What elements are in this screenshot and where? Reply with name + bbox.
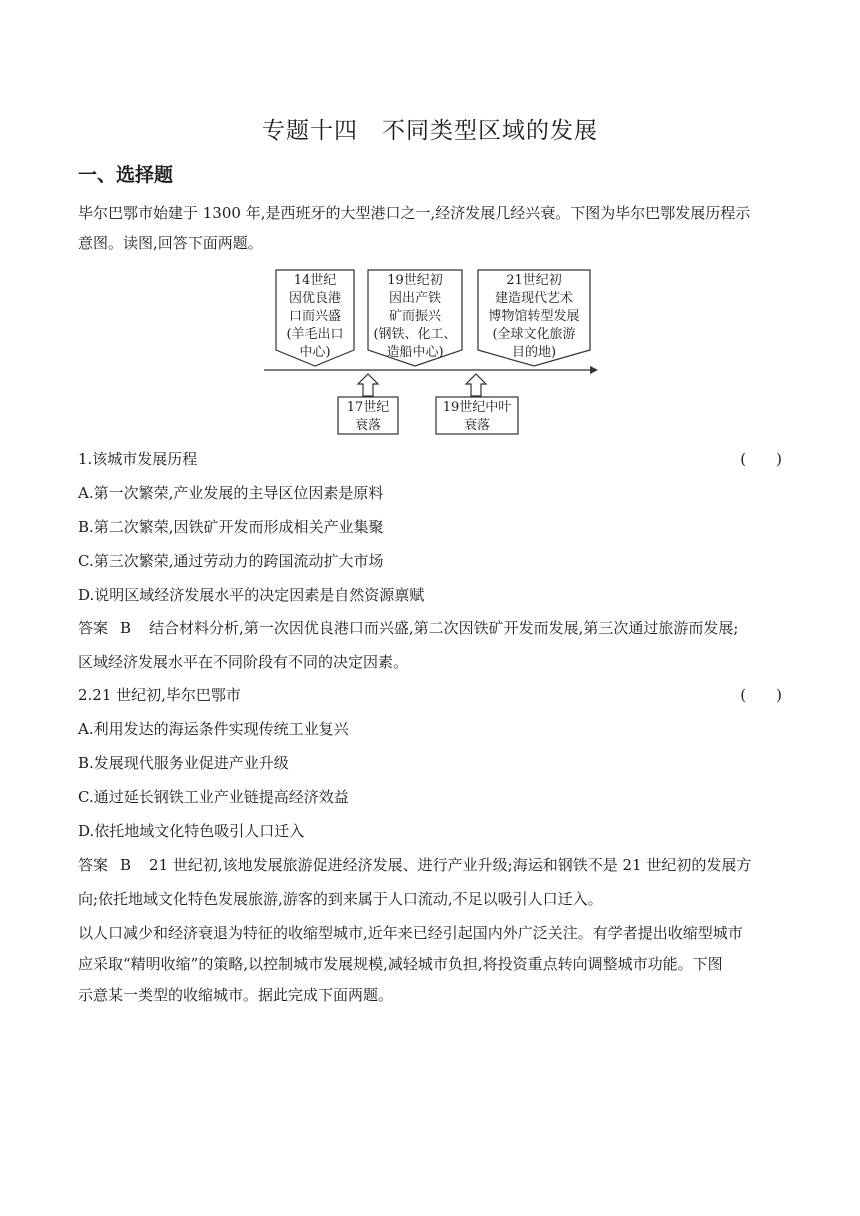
intro-paragraph-2 bbox=[78, 918, 782, 1011]
question-text: 2.21 世纪初,毕尔巴鄂市 bbox=[78, 686, 241, 704]
intro-line: 意图。读图,回答下面两题。 bbox=[78, 234, 263, 252]
axis-arrowhead bbox=[590, 366, 598, 374]
answer-label: 答案 bbox=[78, 856, 109, 874]
answer-explanation: 结合材料分析,第一次因优良港口而兴盛,第二次因铁矿开发而发展,第三次通过旅游而发展; bbox=[149, 619, 739, 637]
q2-answer bbox=[78, 848, 782, 916]
question-text: 1.该城市发展历程 bbox=[78, 450, 198, 468]
intro-line: 示意某一类型的收缩城市。据此完成下面两题。 bbox=[78, 986, 394, 1004]
box-line: 14世纪 bbox=[293, 273, 337, 288]
intro-line: 应采取“精明收缩”的策略,以控制城市发展规模,减轻城市负担,将投资重点转向调整城市功能。下图 bbox=[78, 955, 723, 973]
up-arrow-17th bbox=[358, 374, 378, 396]
box-19th-mid-text bbox=[436, 399, 518, 435]
box-line: 口而兴盛 bbox=[288, 309, 341, 324]
answer-explanation: 21 世纪初,该地发展旅游促进经济发展、进行产业升级;海运和钢铁不是 21 世纪初的发展方 bbox=[149, 856, 752, 874]
up-arrow-19th-mid bbox=[466, 374, 486, 396]
box-line: 19世纪中叶 bbox=[442, 400, 512, 415]
timeline-diagram bbox=[264, 266, 600, 438]
box-line: 矿而振兴 bbox=[388, 309, 441, 324]
box-line: (钢铁、化工、 bbox=[373, 327, 457, 342]
answer-explanation: 区域经济发展水平在不同阶段有不同的决定因素。 bbox=[78, 653, 409, 671]
box-line: 17世纪 bbox=[346, 400, 390, 415]
box-17th-text bbox=[338, 399, 398, 435]
question-2-stem bbox=[78, 684, 782, 706]
q2-option-c: C.通过延长钢铁工业产业链提高经济效益 bbox=[78, 788, 349, 806]
answer-explanation: 向;依托地域文化特色发展旅游,游客的到来属于人口流动,不足以吸引人口迁入。 bbox=[78, 890, 603, 908]
box-line: 中心) bbox=[299, 345, 331, 360]
q2-option-a: A.利用发达的海运条件实现传统工业复兴 bbox=[78, 720, 349, 738]
box-line: 因优良港 bbox=[288, 291, 341, 306]
answer-letter: B bbox=[120, 856, 132, 874]
box-line: (全球文化旅游 bbox=[492, 327, 576, 342]
box-line: (羊毛出口 bbox=[286, 327, 344, 342]
q2-option-d: D.依托地域文化特色吸引人口迁入 bbox=[78, 822, 305, 840]
q1-option-d: D.说明区域经济发展水平的决定因素是自然资源禀赋 bbox=[78, 586, 425, 604]
answer-bracket: ( ) bbox=[740, 686, 782, 704]
answer-label: 答案 bbox=[78, 619, 109, 637]
box-14th-text bbox=[276, 272, 354, 362]
answer-letter: B bbox=[120, 619, 132, 637]
page-title: 专题十四 不同类型区域的发展 bbox=[262, 118, 598, 144]
box-line: 建造现代艺术 bbox=[494, 291, 573, 306]
box-line: 目的地) bbox=[511, 345, 557, 360]
question-1-stem bbox=[78, 448, 782, 470]
box-line: 博物馆转型发展 bbox=[488, 309, 580, 324]
q2-option-b: B.发展现代服务业促进产业升级 bbox=[78, 754, 289, 772]
intro-line: 毕尔巴鄂市始建于 1300 年,是西班牙的大型港口之一,经济发展几经兴衰。下图为毕尔巴鄂发展历程示 bbox=[78, 204, 751, 222]
box-19th-early-text bbox=[368, 272, 462, 362]
box-line: 衰落 bbox=[354, 418, 381, 433]
box-line: 因出产铁 bbox=[388, 291, 441, 306]
section-heading: 一、选择题 bbox=[78, 164, 174, 186]
q1-option-b: B.第二次繁荣,因铁矿开发而形成相关产业集聚 bbox=[78, 518, 384, 536]
q1-option-a: A.第一次繁荣,产业发展的主导区位因素是原料 bbox=[78, 484, 384, 502]
box-line: 21世纪初 bbox=[506, 273, 562, 288]
q1-answer bbox=[78, 611, 782, 679]
box-line: 19世纪初 bbox=[387, 273, 443, 288]
intro-line: 以人口减少和经济衰退为特征的收缩型城市,近年来已经引起国内外广泛关注。有学者提出收缩型城市 bbox=[78, 924, 743, 942]
box-21st-text bbox=[478, 272, 590, 362]
intro-paragraph-1 bbox=[78, 198, 782, 258]
box-line: 造船中心) bbox=[386, 345, 444, 360]
q1-option-c: C.第三次繁荣,通过劳动力的跨国流动扩大市场 bbox=[78, 552, 384, 570]
box-line: 衰落 bbox=[463, 418, 490, 433]
answer-bracket: ( ) bbox=[740, 450, 782, 468]
